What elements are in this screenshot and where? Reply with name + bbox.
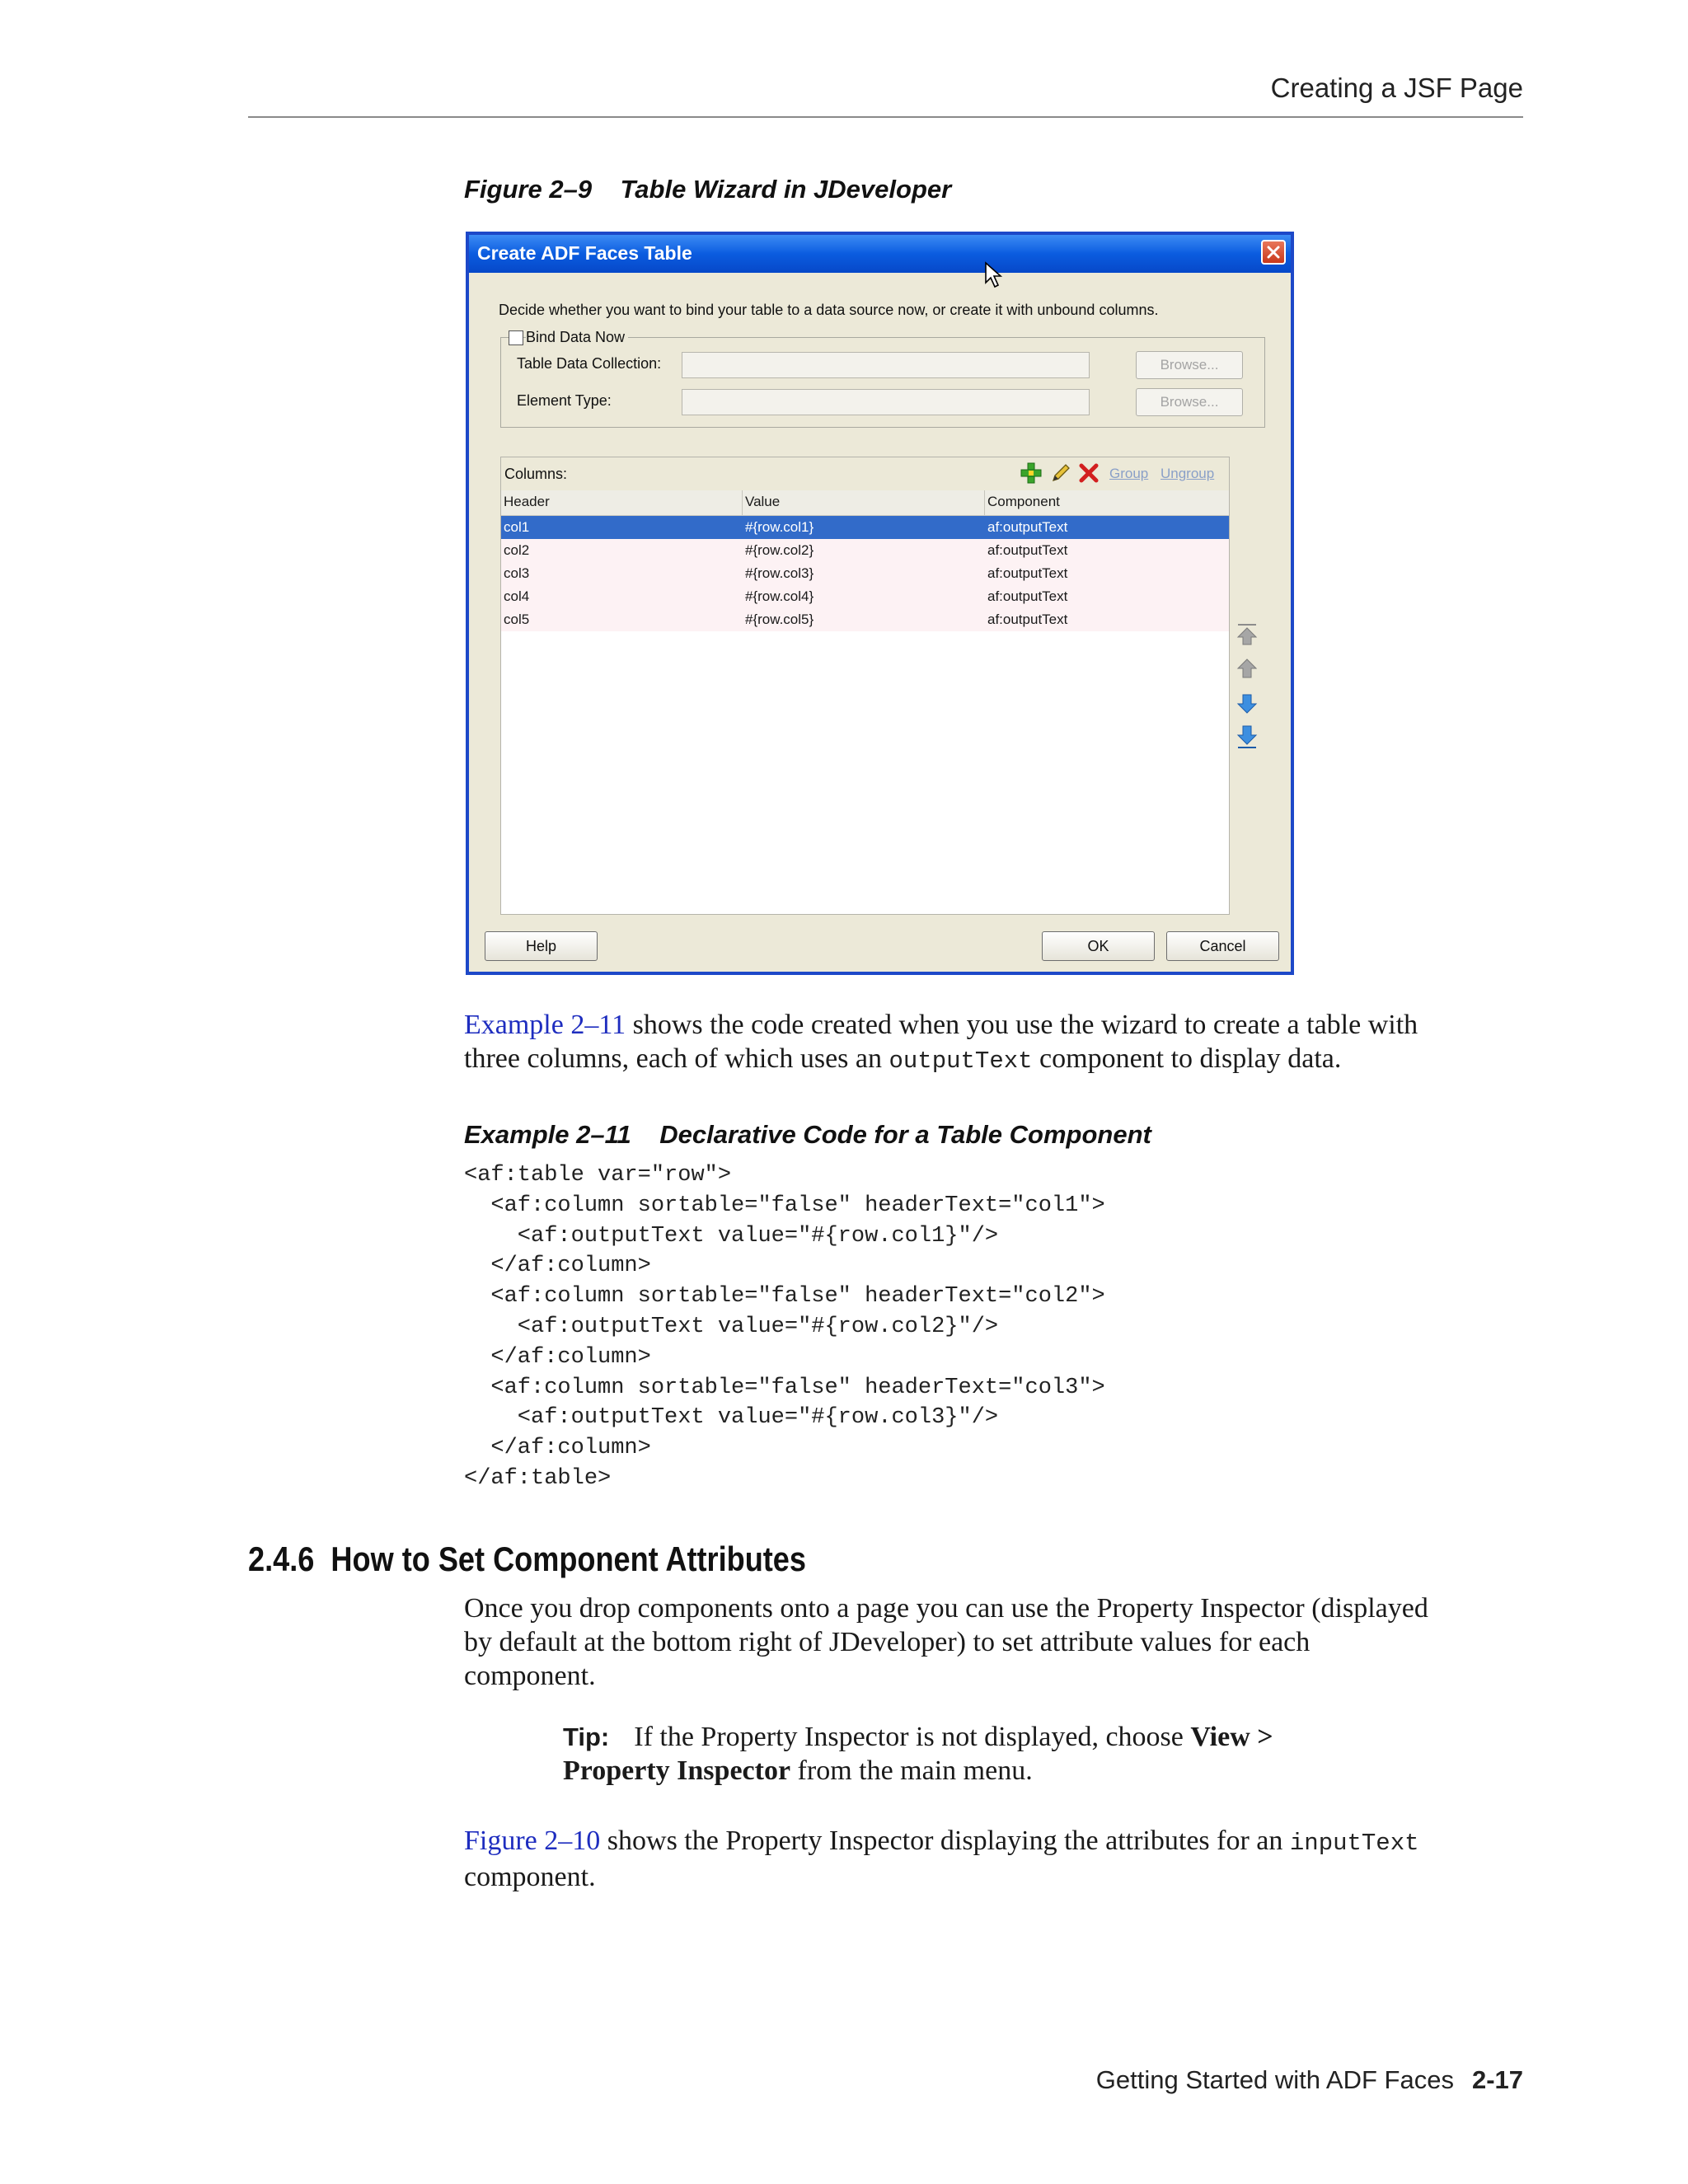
section-para-line: by default at the bottom right of JDeveloper) to set attribute values for each (464, 1627, 1311, 1657)
column-header-header[interactable]: Header (504, 494, 550, 509)
columns-label: Columns: (504, 466, 568, 482)
page-footer (1096, 2065, 1523, 2095)
move-up-icon[interactable] (1236, 657, 1259, 682)
section-para-line: Once you drop components onto a page you can use the Property Inspector (displayed (464, 1593, 1428, 1624)
para1-code: outputText (889, 1047, 1033, 1075)
row-component-cell: af:outputText (987, 519, 1068, 535)
add-column-icon[interactable] (1020, 462, 1042, 484)
paragraph-figure-ref (464, 1824, 1419, 1894)
section-para-line: component. (464, 1661, 596, 1691)
ok-button[interactable]: OK (1042, 931, 1155, 961)
bind-data-now-checkbox[interactable] (509, 330, 523, 345)
column-header-value[interactable]: Value (745, 494, 781, 509)
browse-collection-button[interactable]: Browse... (1136, 351, 1243, 379)
columns-toolbar (501, 457, 1229, 491)
row-value-cell: #{row.col5} (745, 612, 814, 627)
table-row[interactable] (501, 516, 1229, 539)
help-button[interactable]: Help (485, 931, 598, 961)
table-row[interactable] (501, 585, 1229, 608)
example-2-11-link[interactable]: Example 2–11 (464, 1010, 626, 1040)
para2-text-b: component. (464, 1862, 596, 1892)
column-separator (742, 490, 743, 515)
group-button[interactable]: Group (1109, 466, 1149, 481)
column-separator (984, 490, 985, 515)
move-to-top-icon[interactable] (1236, 622, 1259, 647)
para1-text-b: three columns, each of which uses an (464, 1043, 889, 1074)
para1-text-c: component to display data. (1032, 1043, 1342, 1074)
paragraph-example-intro (464, 1008, 1418, 1078)
dialog-title: Create ADF Faces Table (477, 242, 692, 264)
example-caption (464, 1120, 1151, 1150)
browse-element-type-button[interactable]: Browse... (1136, 388, 1243, 416)
tip-note (563, 1720, 1273, 1788)
code-example: <af:table var="row"> <af:column sortable="false" headerText="col1"> <af:outputText value="#{row.col1}"/> </af:column> <af:column sortable="false" headerText="col2"> <af:outputText value="#{row.col2}"/> </af:column> <af:column sortable="false" headerText="col3"> <af:outputText value="#{row.col3}"/> </af:column> </af:table> (464, 1163, 1105, 1491)
row-header-cell: col2 (504, 542, 530, 558)
figure-caption-label: Figure 2–9 (464, 175, 593, 204)
section-heading (248, 1540, 806, 1579)
tip-label: Tip: (563, 1722, 610, 1751)
para2-text-a: shows the Property Inspector displaying the attributes for an (600, 1825, 1290, 1856)
element-type-field[interactable] (682, 389, 1090, 415)
column-header-component[interactable]: Component (987, 494, 1060, 509)
row-component-cell: af:outputText (987, 612, 1068, 627)
example-caption-label: Example 2–11 (464, 1120, 631, 1149)
table-data-collection-label: Table Data Collection: (517, 355, 662, 372)
row-header-cell: col5 (504, 612, 530, 627)
page-number: 2-17 (1471, 2065, 1523, 2094)
example-caption-title: Declarative Code for a Table Component (659, 1120, 1151, 1149)
section-title: How to Set Component Attributes (331, 1540, 806, 1578)
move-down-icon[interactable] (1236, 691, 1259, 715)
row-header-cell: col4 (504, 588, 530, 604)
cancel-button[interactable]: Cancel (1166, 931, 1279, 961)
tip-bold-a: View > (1190, 1722, 1273, 1752)
row-header-cell: col3 (504, 565, 530, 581)
header-rule (248, 116, 1523, 118)
section-paragraph (464, 1591, 1428, 1693)
row-value-cell: #{row.col3} (745, 565, 814, 581)
figure-2-10-link[interactable]: Figure 2–10 (464, 1825, 601, 1856)
close-button[interactable] (1261, 240, 1286, 265)
table-row[interactable] (501, 608, 1229, 631)
row-value-cell: #{row.col4} (745, 588, 814, 604)
ungroup-button[interactable]: Ungroup (1160, 466, 1215, 481)
columns-panel (500, 457, 1230, 915)
element-type-label: Element Type: (517, 392, 612, 409)
para2-code: inputText (1289, 1830, 1419, 1857)
edit-column-icon[interactable] (1050, 462, 1071, 484)
table-data-collection-field[interactable] (682, 352, 1090, 378)
para1-text-a: shows the code created when you use the wizard to create a table with (626, 1010, 1418, 1040)
dialog-instructions: Decide whether you want to bind your table to a data source now, or create it with unbound columns. (499, 302, 1159, 318)
dialog-titlebar (469, 235, 1291, 273)
create-table-dialog (466, 232, 1294, 975)
delete-column-icon[interactable] (1078, 462, 1100, 484)
row-component-cell: af:outputText (987, 565, 1068, 581)
move-to-bottom-icon[interactable] (1236, 724, 1259, 751)
running-header: Creating a JSF Page (1270, 73, 1523, 103)
figure-caption-title: Table Wizard in JDeveloper (620, 175, 952, 204)
row-value-cell: #{row.col2} (745, 542, 814, 558)
footer-book-title: Getting Started with ADF Faces (1095, 2065, 1454, 2094)
table-row[interactable] (501, 562, 1229, 585)
row-header-cell: col1 (504, 519, 530, 535)
section-number: 2.4.6 (248, 1540, 315, 1578)
columns-table-header (501, 490, 1229, 516)
row-component-cell: af:outputText (987, 588, 1068, 604)
tip-text-a: If the Property Inspector is not displayed, choose (634, 1722, 1191, 1752)
row-value-cell: #{row.col1} (745, 519, 814, 535)
bind-data-now-label: Bind Data Now (526, 329, 628, 346)
tip-bold-b: Property Inspector (563, 1755, 791, 1786)
mouse-cursor-icon (984, 261, 1004, 289)
tip-text-b: from the main menu. (790, 1755, 1033, 1786)
figure-caption (464, 175, 951, 204)
close-icon (1267, 246, 1280, 259)
table-row[interactable] (501, 539, 1229, 562)
row-component-cell: af:outputText (987, 542, 1068, 558)
